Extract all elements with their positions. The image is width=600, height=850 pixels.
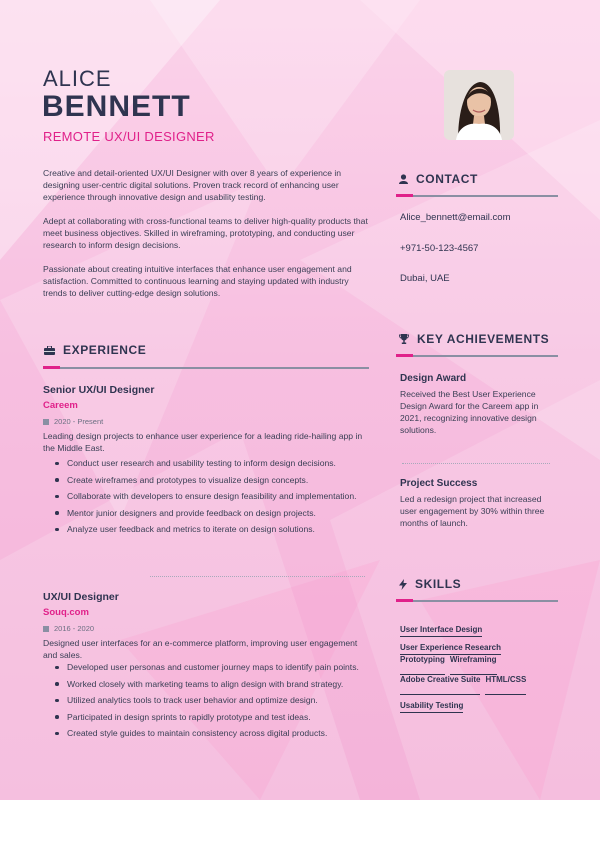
achievement-item — [400, 478, 558, 529]
achievement-title: Design Award — [400, 373, 467, 384]
contact-heading — [399, 172, 478, 186]
job-bullet: Developed user personas and customer journey maps to identify pain points. — [55, 662, 369, 673]
job-separator — [150, 576, 365, 577]
skill-row — [400, 637, 560, 655]
summary-paragraph: Passionate about creating intuitive interfaces that enhance user engagement and satisfaction. Committed to continuous learning and staying updated with industry trends to deliver cutting-edge design solutions. — [43, 264, 352, 298]
skills-list — [400, 619, 560, 713]
last-name: BENNETT — [42, 90, 191, 123]
skill-row — [400, 619, 560, 637]
job-bullet: Mentor junior designers and provide feedback on design projects. — [55, 508, 369, 519]
job-company: Careem — [43, 400, 78, 411]
job-role: UX/UI Designer — [43, 591, 119, 603]
job-entry — [43, 591, 369, 745]
achievements-heading-label: KEY ACHIEVEMENTS — [417, 332, 550, 346]
summary-paragraph: Creative and detail-oriented UX/UI Designer with over 8 years of experience in designing user-centric digital solutions. Proven track record of enhancing user experience through innovative design and usability testing. — [43, 168, 342, 202]
job-dates-text: 2016 - 2020 — [54, 624, 95, 633]
job-bullets — [43, 662, 369, 739]
achievement-title: Project Success — [400, 478, 478, 489]
summary-paragraph: Adept at collaborating with cross-functional teams to deliver high-quality products that meet business objectives. Skilled in wireframing, prototyping, and conducting user research to inform design decisions. — [43, 216, 368, 250]
first-name: ALICE — [43, 66, 112, 91]
skill-row — [400, 695, 560, 713]
skill-tag: HTML/CSS — [485, 675, 526, 695]
job-entry — [43, 384, 369, 541]
job-bullet: Analyze user feedback and metrics to iterate on design solutions. — [55, 524, 369, 535]
job-bullets — [43, 458, 369, 535]
achievements-heading — [399, 332, 549, 346]
experience-heading — [44, 343, 146, 357]
contact-divider — [396, 195, 558, 197]
job-bullet: Conduct user research and usability testing to inform design decisions. — [55, 458, 369, 469]
contact-heading-label: CONTACT — [416, 172, 478, 186]
skill-tag: Usability Testing — [400, 701, 463, 713]
skills-divider — [396, 600, 558, 602]
achievement-description: Received the Best User Experience Design Award for the Careem app in 2021, recognizing innovative design solutions. — [400, 389, 539, 435]
job-dates — [43, 417, 369, 426]
achievements-divider — [396, 355, 558, 357]
job-description: Leading design projects to enhance user experience for a leading ride-hailing app in the Middle East. — [43, 431, 363, 453]
skills-heading — [399, 577, 461, 591]
skill-row — [400, 675, 560, 695]
job-role: Senior UX/UI Designer — [43, 384, 155, 396]
job-bullet: Created style guides to maintain consistency across digital products. — [55, 728, 369, 739]
job-dates — [43, 624, 369, 633]
job-title: REMOTE UX/UI DESIGNER — [43, 129, 215, 144]
job-bullet: Participated in design sprints to rapidly prototype and test ideas. — [55, 712, 369, 723]
profile-photo — [444, 70, 514, 140]
job-dates-text: 2020 - Present — [54, 417, 104, 426]
achievement-description: Led a redesign project that increased user engagement by 30% within three months of launch. — [400, 494, 545, 528]
user-icon — [399, 174, 408, 184]
lightning-icon — [399, 579, 407, 590]
skill-tag: User Experience Research — [400, 643, 501, 655]
job-bullet: Worked closely with marketing teams to align design with brand strategy. — [55, 679, 369, 690]
skill-row — [400, 655, 560, 675]
skill-tag: Adobe Creative Suite — [400, 675, 480, 695]
skill-tag: User Interface Design — [400, 625, 482, 637]
summary — [43, 167, 373, 311]
briefcase-icon — [44, 346, 55, 355]
experience-divider — [43, 367, 369, 369]
job-description: Designed user interfaces for an e-commerce platform, improving user engagement and sales. — [43, 638, 358, 660]
calendar-icon — [43, 626, 49, 632]
achievement-separator — [402, 463, 550, 464]
contact-email[interactable]: Alice_bennett@email.com — [400, 212, 511, 223]
contact-phone: +971-50-123-4567 — [400, 243, 479, 254]
calendar-icon — [43, 419, 49, 425]
skill-tag: Prototyping — [400, 655, 445, 675]
job-bullet: Create wireframes and prototypes to visualize design concepts. — [55, 475, 369, 486]
experience-heading-label: EXPERIENCE — [63, 343, 147, 357]
portrait-image — [444, 70, 514, 140]
trophy-icon — [399, 334, 409, 344]
achievement-item — [400, 373, 558, 436]
job-bullet: Utilized analytics tools to track user behavior and optimize design. — [55, 695, 369, 706]
contact-location: Dubai, UAE — [400, 273, 450, 284]
job-bullet: Collaborate with developers to ensure design feasibility and implementation. — [55, 491, 369, 502]
job-company: Souq.com — [43, 607, 89, 618]
skill-tag: Wireframing — [450, 655, 497, 675]
skills-heading-label: SKILLS — [415, 577, 462, 591]
